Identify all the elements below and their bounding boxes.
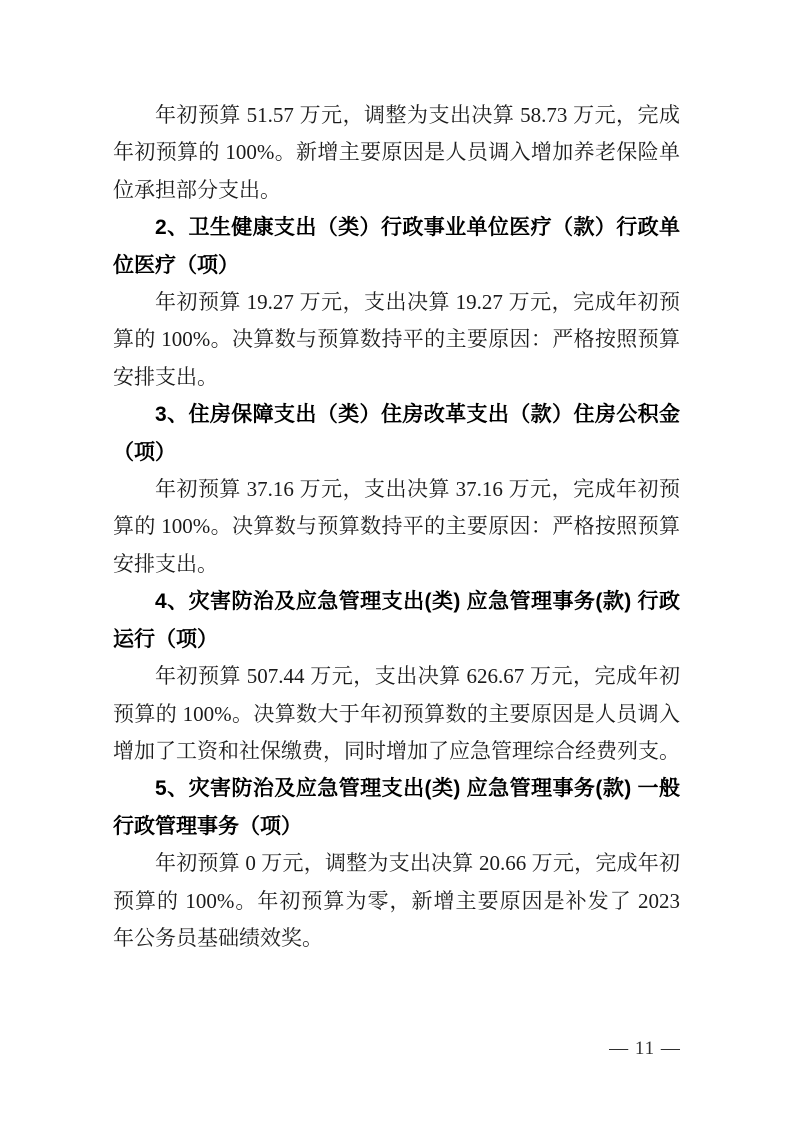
document-body	[113, 97, 680, 957]
section-heading-3-housing-security: 3、住房保障支出（类）住房改革支出（款）住房公积金（项）	[113, 403, 680, 464]
page-number: — 11 —	[609, 1038, 681, 1059]
section-heading-2-health-expenditure: 2、卫生健康支出（类）行政事业单位医疗（款）行政单位医疗（项）	[113, 216, 680, 277]
paragraph-pension-insurance-expenditure: 年初预算 51.57 万元，调整为支出决算 58.73 万元，完成年初预算的 100%。新增主要原因是人员调入增加养老保险单位承担部分支出。	[113, 103, 680, 202]
section-heading-5-emergency-management-general: 5、灾害防治及应急管理支出(类) 应急管理事务(款) 一般行政管理事务（项）	[113, 777, 680, 838]
paragraph-health-expenditure-detail: 年初预算 19.27 万元，支出决算 19.27 万元，完成年初预算的 100%。决算数与预算数持平的主要原因：严格按照预算安排支出。	[113, 290, 680, 389]
paragraph-emergency-admin-detail: 年初预算 507.44 万元，支出决算 626.67 万元，完成年初预算的 100%。决算数大于年初预算数的主要原因是人员调入增加了工资和社保缴费，同时增加了应急管理综合经费列支。	[113, 664, 680, 763]
section-heading-4-emergency-management-admin: 4、灾害防治及应急管理支出(类) 应急管理事务(款) 行政运行（项）	[113, 590, 680, 651]
paragraph-housing-fund-detail: 年初预算 37.16 万元，支出决算 37.16 万元，完成年初预算的 100%。决算数与预算数持平的主要原因：严格按照预算安排支出。	[113, 477, 680, 576]
paragraph-emergency-general-detail: 年初预算 0 万元，调整为支出决算 20.66 万元，完成年初预算的 100%。年初预算为零，新增主要原因是补发了 2023 年公务员基础绩效奖。	[113, 851, 680, 950]
